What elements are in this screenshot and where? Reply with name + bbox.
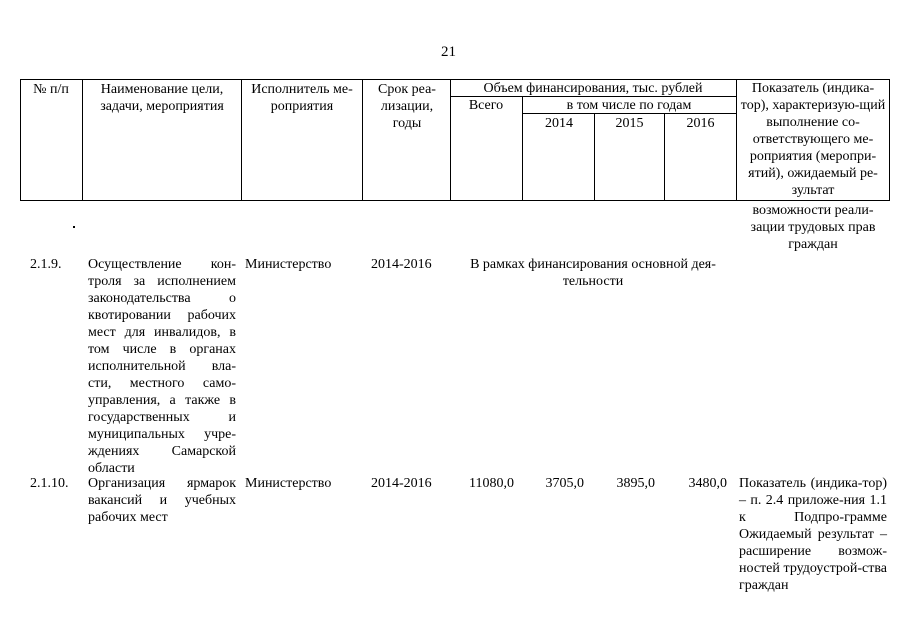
row-financing-note: В рамках финансирования основной дея-тельности (470, 257, 716, 289)
row-name: Осуществление кон-троля за исполнением законодательства о квотировании рабочих мест для инвалидов, в том числе в органах исполнительной вла-сти, местного само-управления, а также в государственных и муниципальных учре-ждениях Самарской области (88, 257, 236, 476)
row-year-2016: 3480,0 (688, 476, 727, 491)
row-term: 2014-2016 (371, 257, 432, 272)
row-year-2015: 3895,0 (616, 476, 655, 491)
page-number: 21 (441, 44, 456, 60)
row-number: 2.1.10. (30, 476, 69, 491)
header-col-num: № п/п (33, 82, 69, 97)
row-total: 11080,0 (469, 476, 514, 491)
header-col-executor: Исполнитель ме-роприятия (251, 82, 353, 114)
header-col-term: Срок реа-лизации, годы (378, 82, 436, 131)
header-col-financing: Объем финансирования, тыс. рублей (483, 81, 703, 96)
header-col-indicator: Показатель (индика-тор), характеризую-щий выполнение со-ответствующего ме-роприятия (меропри-ятий), ожидаемый ре-зультат (740, 81, 886, 198)
row-term: 2014-2016 (371, 476, 432, 491)
scan-dot (73, 226, 75, 228)
row-number: 2.1.9. (30, 257, 62, 272)
header-col-total: Всего (468, 98, 504, 113)
header-col-by-years: в том числе по годам (566, 98, 692, 113)
row-executor: Министерство (245, 257, 332, 272)
row-executor: Министерство (245, 476, 332, 491)
header-year-2016: 2016 (686, 116, 715, 131)
header-year-2014: 2014 (545, 116, 573, 131)
row-name: Организация ярмарок вакансий и учебных рабочих мест (88, 476, 236, 525)
carryover-indicator-text: возможности реали-зации трудовых прав граждан (750, 203, 876, 252)
row-indicator: Показатель (индика-тор) – п. 2.4 приложе-ния 1.1 к Подпро-грамме Ожидаемый результат – расширение возмож-ностей трудоустрой-ства граждан (739, 476, 887, 593)
header-year-2015: 2015 (615, 116, 644, 131)
row-year-2014: 3705,0 (545, 476, 584, 491)
header-col-name: Наименование цели, задачи, мероприятия (100, 82, 224, 114)
